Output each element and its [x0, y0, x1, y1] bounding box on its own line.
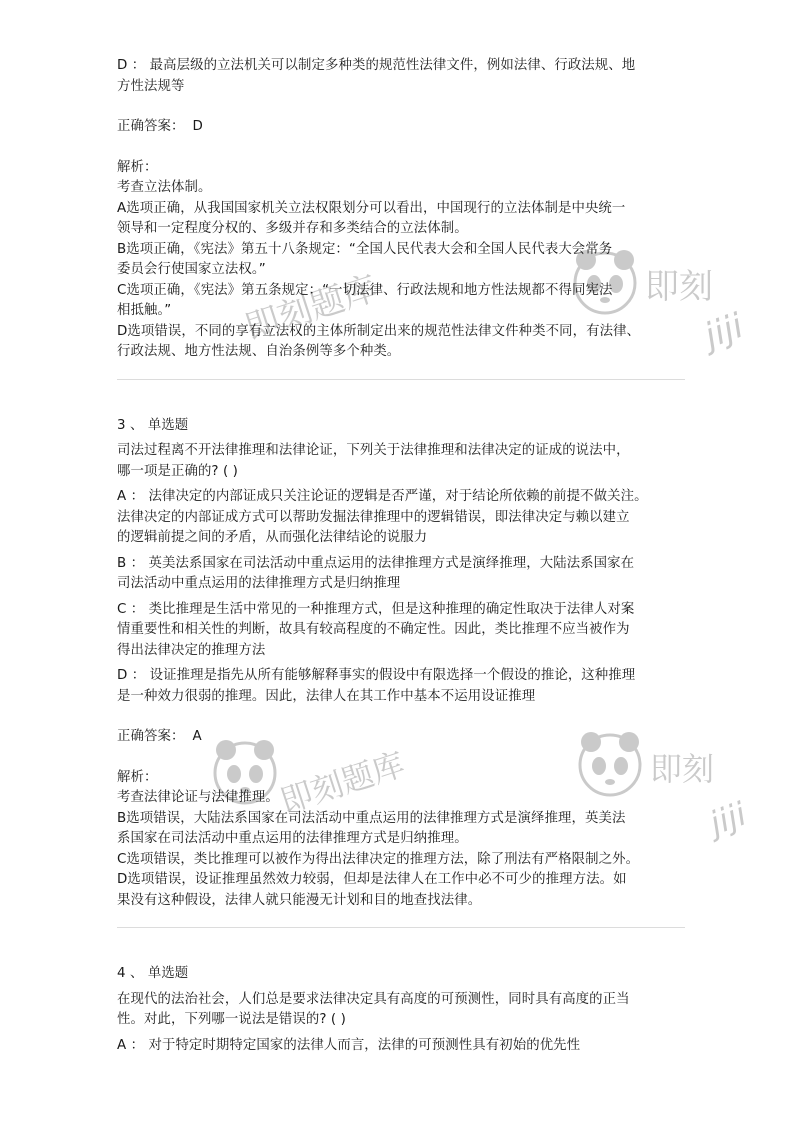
- answer-label: 正确答案：: [117, 729, 185, 744]
- analysis-line: D选项错误，设证推理虽然效力较弱，但却是法律人在工作中必不可少的推理方法。如: [117, 872, 627, 887]
- svg-text:jiji: jiji: [699, 305, 749, 357]
- analysis-line: 行政法规、地方性法规、自治条例等多个种类。: [117, 344, 401, 359]
- analysis-line: D选项错误，不同的享有立法权的主体所制定出来的规范性法律文件种类不同，有法律、: [117, 323, 641, 339]
- analysis-line: A选项正确，从我国国家机关立法权限划分可以看出，中国现行的立法体制是中央统一: [117, 200, 626, 216]
- question-2-tail: [117, 56, 687, 363]
- analysis-line: C选项错误，类比推理可以被作为得出法律决定的推理方法，除了刑法有严格限制之外。: [117, 851, 640, 867]
- answer-value: D: [192, 119, 203, 134]
- svg-text:jiji: jiji: [704, 794, 752, 843]
- analysis-line: 相抵触。”: [117, 303, 172, 318]
- option-d[interactable]: D ： 设证推理是指先从所有能够解释事实的假设中有限选择一个假设的推论，这种推理 是一种效力很弱的推理。因此，法律人在其工作中基本不运用设证推理: [117, 668, 636, 704]
- option-a[interactable]: A ： 法律决定的内部证成只关注论证的逻辑是否严谨，对于结论所依赖的前提不做关注。 法律决定的内部证成方式可以帮助发掘法律推理中的逻辑错误，即法律决定与赖以建立 的逻辑前提之间的矛盾，从而强化法律结论的说服力: [117, 489, 648, 545]
- analysis-line: 考查立法体制。: [117, 180, 212, 195]
- question-stem: 在现代的法治社会，人们总是要求法律决定具有高度的可预测性，同时具有高度的正当: [117, 991, 630, 1007]
- analysis-label: 解析：: [117, 159, 158, 175]
- question-header: 4 、 单选题: [117, 966, 189, 981]
- option-b[interactable]: B ： 英美法系国家在司法活动中重点运用的法律推理方式是演绎推理，大陆法系国家在 司法活动中重点运用的法律推理方式是归纳推理: [117, 555, 635, 591]
- document-page: [117, 56, 687, 1056]
- option-d-line: 方性法规等: [117, 78, 185, 94]
- analysis-line: B选项错误，大陆法系国家在司法活动中重点运用的法律推理方式是演绎推理，英美法: [117, 810, 626, 826]
- question-header: 3 、 单选题: [117, 417, 189, 433]
- analysis-line: 考查法律论证与法律推理。: [117, 790, 279, 805]
- analysis-line: C选项正确，《宪法》第五条规定：“一切法律、行政法规和地方性法规都不得同宪法: [117, 282, 613, 298]
- svg-text:即刻题库: 即刻题库: [275, 744, 410, 821]
- svg-text:即刻: 即刻: [645, 267, 713, 307]
- correct-answer: [117, 117, 687, 138]
- question-stem: 哪一项是正确的? ( ): [117, 463, 239, 479]
- answer-value: A: [192, 729, 202, 744]
- question-stem: 性。对此，下列哪一说法是错误的? ( ): [117, 1012, 346, 1027]
- analysis-line: 果没有这种假设，法律人就只能漫无计划和目的地查找法律。: [117, 892, 482, 908]
- answer-label: 正确答案：: [117, 119, 185, 134]
- question-3: [117, 416, 687, 912]
- analysis-line: B选项正确，《宪法》第五十八条规定：“全国人民代表大会和全国人民代表大会常务: [117, 241, 613, 257]
- svg-text:即刻题库: 即刻题库: [240, 268, 383, 349]
- question-4: [117, 964, 687, 1056]
- analysis-line: 领导和一定程度分权的、多级并存和多类结合的立法体制。: [117, 221, 468, 236]
- svg-text:即刻: 即刻: [650, 750, 715, 788]
- correct-answer: [117, 727, 687, 748]
- option-d-line: D ： 最高层级的立法机关可以制定多种类的规范性法律文件，例如法律、行政法规、地: [117, 58, 636, 73]
- analysis-line: 系国家在司法活动中重点运用的法律推理方式是归纳推理。: [117, 831, 468, 846]
- option-a[interactable]: A ： 对于特定时期特定国家的法律人而言，法律的可预测性具有初始的优先性: [117, 1037, 581, 1053]
- option-c[interactable]: C ： 类比推理是生活中常见的一种推理方式，但是这种推理的确定性取决于法律人对案 情重要性和相关性的判断，故具有较高程度的不确定性。因此，类比推理不应当被作为 得出法律决定的推理方法: [117, 601, 635, 658]
- analysis-label: 解析：: [117, 769, 158, 785]
- analysis-line: 委员会行使国家立法权。”: [117, 262, 266, 277]
- question-stem: 司法过程离不开法律推理和法律论证，下列关于法律推理和法律决定的证成的说法中，: [117, 443, 630, 458]
